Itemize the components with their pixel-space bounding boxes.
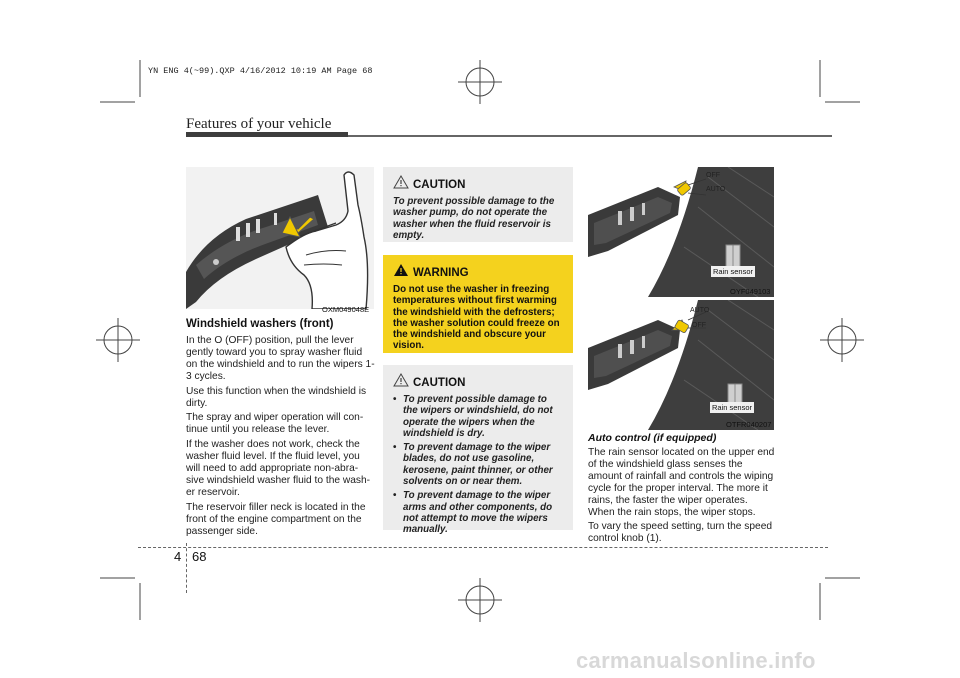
caution-triangle-icon <box>393 175 409 194</box>
caution-item: • To prevent damage to the wiper arms and other components, do not attempt to move the wipers manually. <box>393 490 563 535</box>
paragraph: In the O (OFF) position, pull the lever gently toward you to spray washer fluid on the windshield and to run the wipers 1-3 cycles. <box>186 335 375 382</box>
label-auto: AUTO <box>706 186 726 193</box>
paragraph: Use this function when the windshield is dirty. <box>186 385 367 409</box>
paragraph: The rain sensor located on the upper end of the windshield glass senses the amount of rainfall and controls the wiping cycle for the proper interval. The more it rains, the faster the wiper operates. When the rain stops, the wiper stops. <box>588 447 775 518</box>
right-column-text <box>588 432 776 548</box>
paragraph: The reservoir filler neck is located in the front of the engine compartment on the passenger side. <box>186 501 366 537</box>
photo-code: OYF049103 <box>730 287 771 296</box>
rain-sensor-label: Rain sensor <box>712 403 753 412</box>
caution-title: CAUTION <box>413 376 466 389</box>
caution-box-wipers <box>383 365 573 536</box>
chapter-number: 4 <box>174 549 182 564</box>
section-title: Features of your vehicle <box>186 116 332 132</box>
page-number: 68 <box>192 549 207 564</box>
caution-item: • To prevent damage to the wiper blades, do not use gasoline, kerosene, paint thinner, or other solvents on or near them. <box>393 442 563 487</box>
paragraph: The spray and wiper operation will con-tinue until you release the lever. <box>186 412 364 436</box>
photo-code: OTFR040207 <box>726 420 772 429</box>
print-slug: YN ENG 4(~99).QXP 4/16/2012 10:19 AM Page 68 <box>148 66 373 76</box>
label-off: OFF <box>706 172 720 179</box>
footer-rule <box>138 547 828 548</box>
label-auto: AUTO <box>690 307 710 314</box>
label-off: OFF <box>692 322 706 329</box>
auto-control-heading: Auto control (if equipped) <box>588 432 717 444</box>
caution-box-washer <box>383 167 573 242</box>
photo-code: OXM049048E <box>322 305 370 314</box>
warning-triangle-icon <box>393 263 409 282</box>
caution-title: CAUTION <box>413 178 466 191</box>
caution-triangle-icon <box>393 373 409 392</box>
paragraph: To vary the speed setting, turn the speed control knob (1). <box>588 521 773 545</box>
header-rule-accent <box>186 132 348 137</box>
caution-item: • To prevent possible damage to the wipers or windshield, do not operate the wipers when the windshield is dry. <box>393 394 563 439</box>
paragraph: If the washer does not work, check the washer fluid level. If the fluid level, you will need to add appropriate non-abra-sive windshield washer fluid to the wash-er reservoir. <box>186 439 371 498</box>
washer-lever-photo <box>186 167 374 309</box>
rain-sensor-label: Rain sensor <box>713 267 754 276</box>
watermark: carmanualsonline.info <box>576 648 816 673</box>
caution-text: To prevent possible damage to the washer pump, do not operate the washer when the fluid reservoir is empty. <box>393 196 555 241</box>
warning-box-freezing <box>383 255 573 353</box>
warning-title: WARNING <box>413 266 469 279</box>
left-column-text <box>186 318 376 541</box>
windshield-washers-heading: Windshield washers (front) <box>186 318 334 330</box>
rain-sensor-photo-1 <box>588 167 774 297</box>
page-divider <box>186 543 187 593</box>
warning-text: Do not use the washer in freezing temperatures without first warming the windshield with the defrosters; the washer solution could freeze on the windshield and obscure your vision. <box>393 284 560 352</box>
